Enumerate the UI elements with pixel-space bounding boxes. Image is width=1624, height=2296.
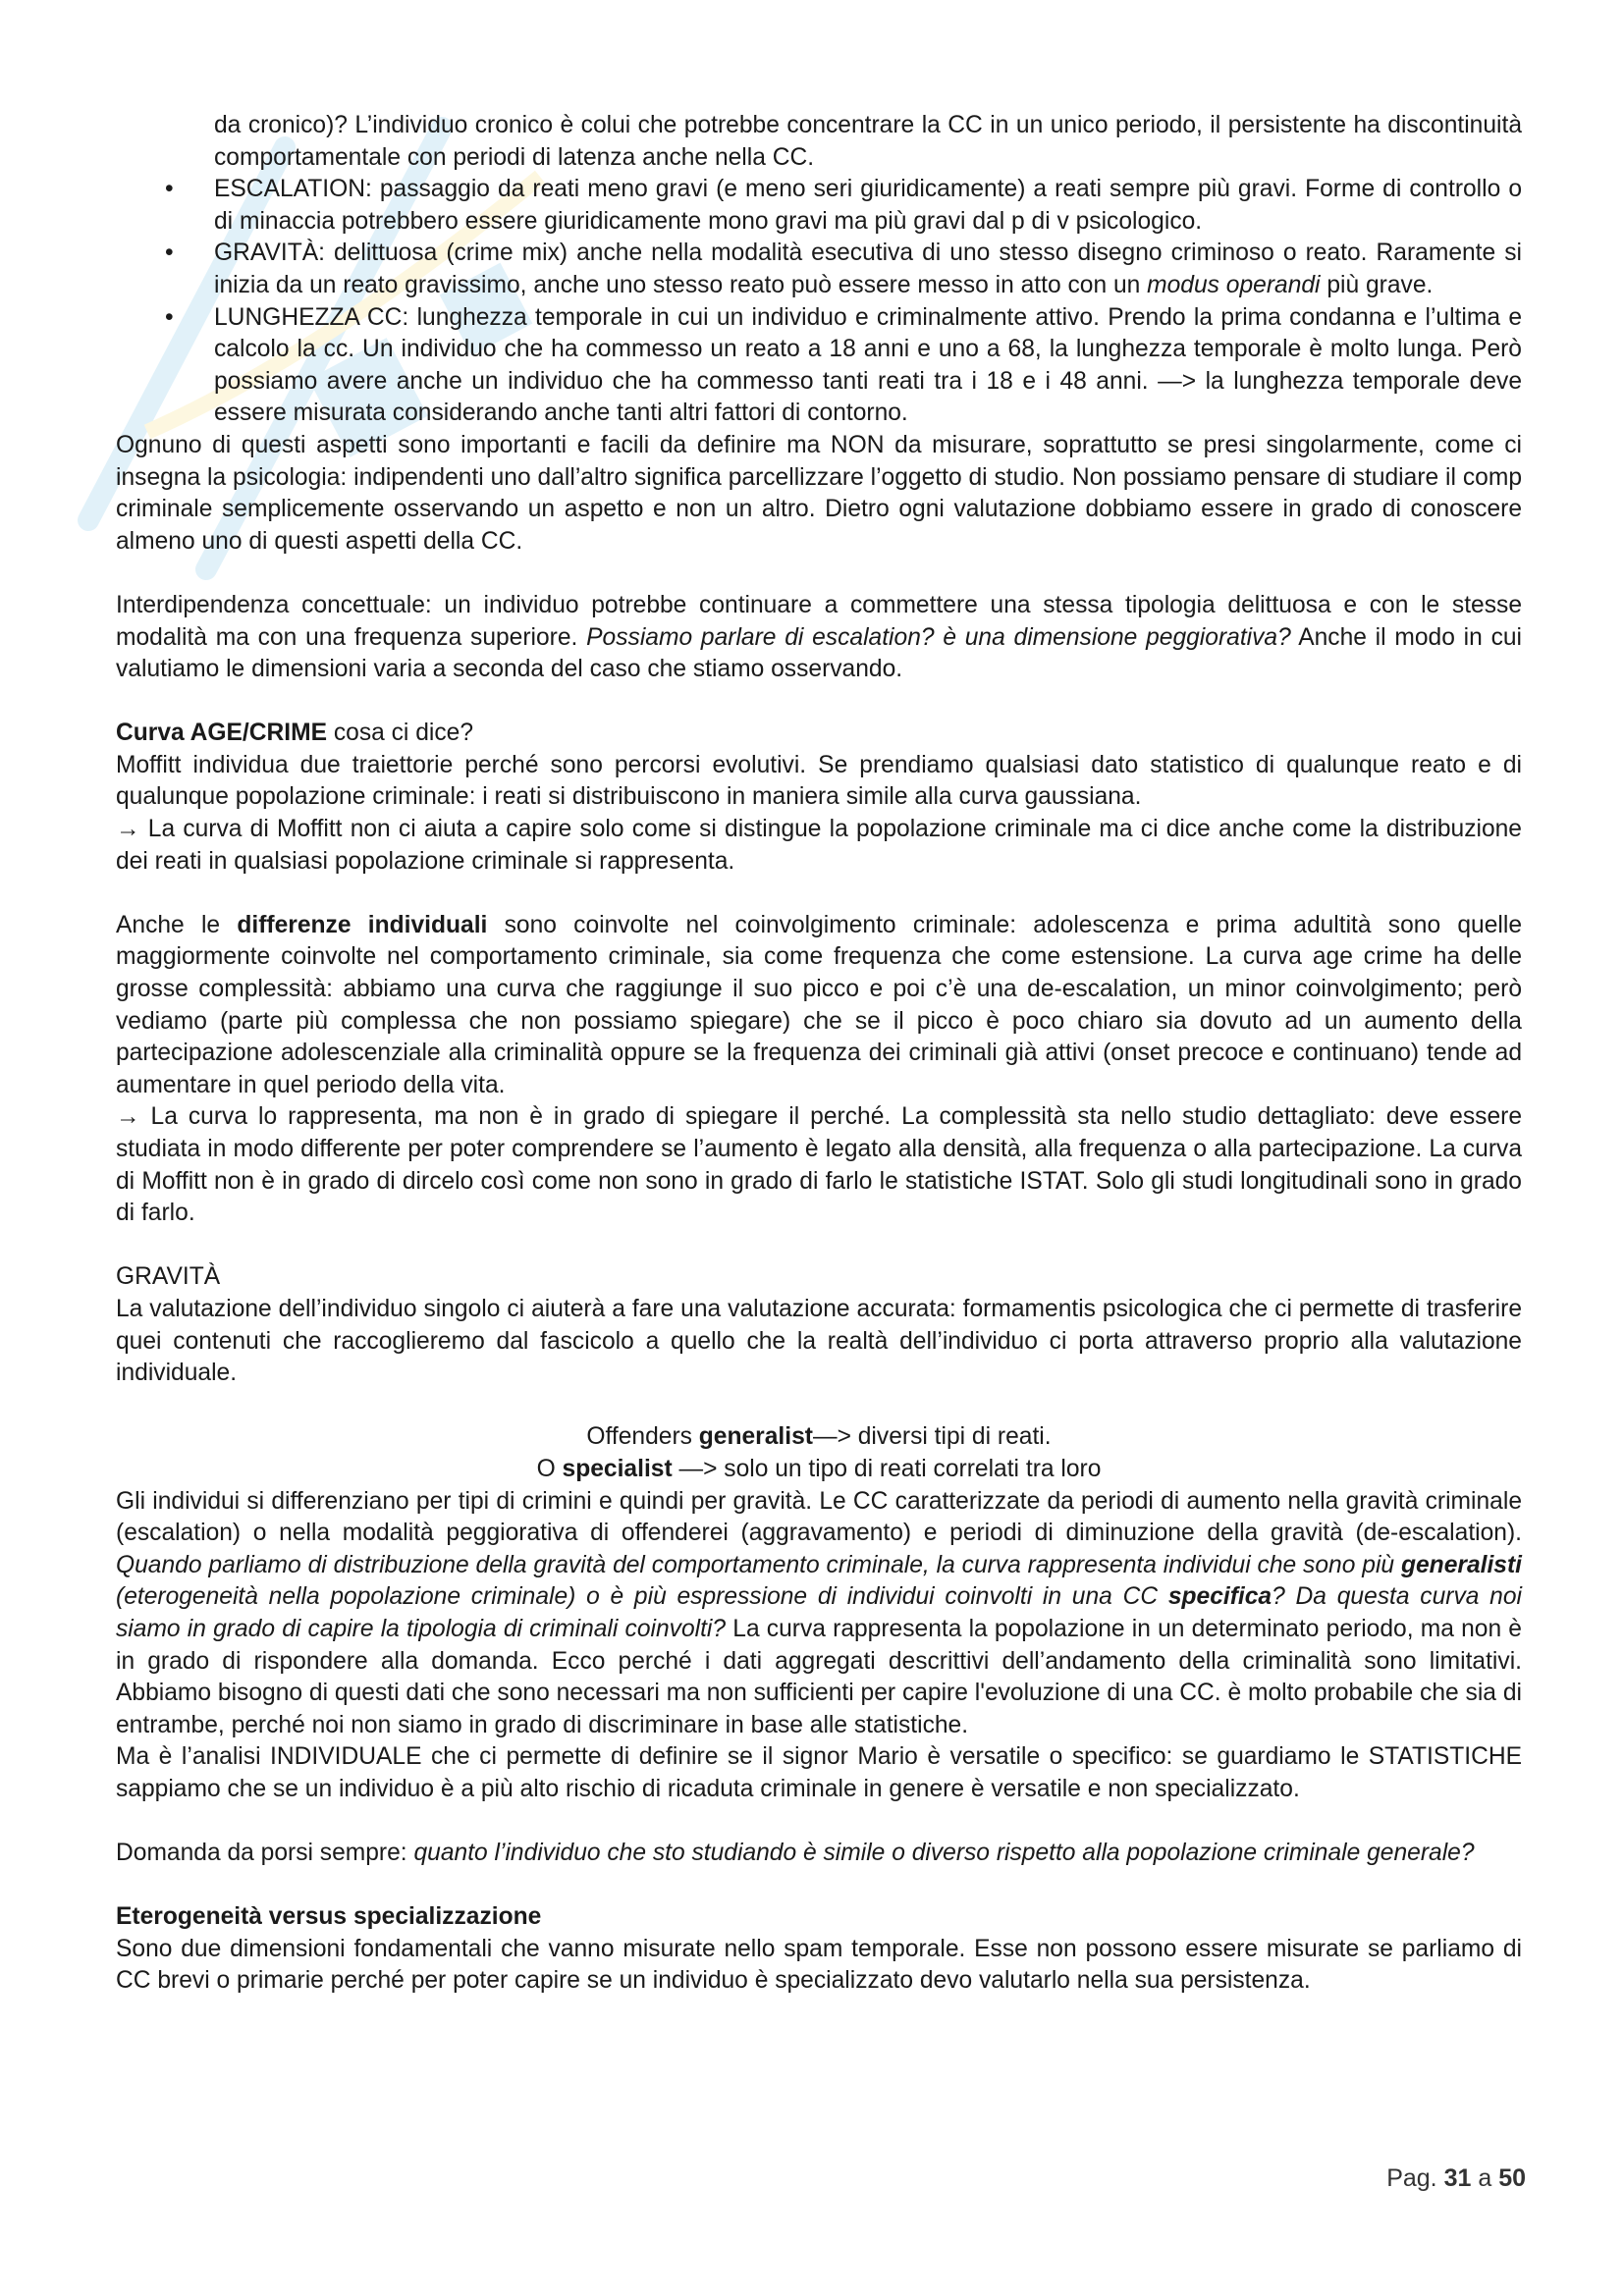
- paragraph-differenze-individuali: Anche le differenze individuali sono coinvolte nel coinvolgimento criminale: adolescenza e prima adultità sono quelle maggiormente coinvolte nel comportamento criminale, sia come frequenza che come estensione. La curva age crime ha delle grosse complessità: abbiamo una curva che raggiunge il suo picco e poi c’è una de-escalation, un minor coinvolgimento; però vediamo (parte più complessa che non possiamo spiegare) che se il picco è poco chiaro sia dovuto ad un aumento della partecipazione adolescenziale alla criminalità oppure se la frequenza dei criminali già attivi (onset precoce e continuano) tende ad aumentare in quel periodo della vita.: [116, 911, 1523, 1098]
- centered-specialist: O specialist —> solo un tipo di reati correlati tra loro: [536, 1455, 1102, 1482]
- heading-eterogeneita: Eterogeneità versus specializzazione: [116, 1903, 542, 1931]
- bullet-gravita: • GRAVITÀ: delittuosa (crime mix) anche nella modalità esecutiva di uno stesso disegno criminoso o reato. Raramente si inizia da un reato gravissimo, anche uno stesso reato può essere messo in atto con un modus operandi più grave.: [116, 238, 1522, 301]
- paragraph-curva-rappresenta: → La curva lo rappresenta, ma non è in grado di spiegare il perché. La complessità sta nello studio dettagliato: deve essere studiata in modo differente per poter comprendere se l’aumento è legato alla densità, alla frequenza o alla partecipazione. La curva di Moffitt non è in grado di dircelo così come non sono in grado di farlo le statistiche ISTAT. Solo gli studi longitudinali sono in grado di farlo.: [116, 1103, 1522, 1227]
- paragraph-individui: Gli individui si differenziano per tipi di crimini e quindi per gravità. Le CC caratterizzate da periodi di aumento nella gravità criminale (escalation) o nella modalità peggiorativa di offenderei (aggravamento) e periodi di diminuzione della gravità (de-escalation). Quando parliamo di distribuzione della gravità del comportamento criminale, la curva rappresenta individui che sono più generalisti (eterogeneità nella popolazione criminale) o è più espressione di individui coinvolti in una CC specifica? Da questa curva noi siamo in grado di capire la tipologia di criminali coinvolti? La curva rappresenta la popolazione in un determinato periodo, ma non è in grado di rispondere alla domanda. Ecco perché i dati aggregati descrittivi dell’andamento della criminalità sono limitativi. Abbiamo bisogno di questi dati che sono necessari ma non sufficienti per capire l'evoluzione di una CC. è molto probabile che sia di entrambe, perché noi non siamo in grado di discriminare in base alle statistiche.: [116, 1487, 1523, 1738]
- paragraph-valutazione: La valutazione dell’individuo singolo ci aiuterà a fare una valutazione accurata: formamentis psicologica che ci permette di trasferire quei contenuti che raccoglieremo dal fascicolo a quello che la realtà dell’individuo ci porta attraverso proprio alla valutazione individuale.: [116, 1295, 1522, 1387]
- paragraph-ognuno: Ognuno di questi aspetti sono importanti e facili da definire ma NON da misurare, soprattutto se presi singolarmente, come ci insegna la psicologia: indipendenti uno dall’altro significa parcellizzare l’oggetto di studio. Non possiamo pensare di studiare il comp criminale semplicemente osservando un aspetto e non un altro. Dietro ogni valutazione dobbiamo essere in grado di conoscere almeno uno di questi aspetti della CC.: [116, 431, 1522, 555]
- bullet-lunghezza: • LUNGHEZZA CC: lunghezza temporale in cui un individuo e criminalmente attivo. Prendo la prima condanna e l’ultima e calcolo la cc. Un individuo che ha commesso un reato a 18 anni e uno a 68, la lunghezza temporale è molto lunga. Però possiamo avere anche un individuo che ha commesso tanti reati tra i 18 e i 48 anni. —> la lunghezza temporale deve essere misurata considerando anche tanti altri fattori di contorno.: [116, 302, 1522, 430]
- paragraph-mario: Ma è l’analisi INDIVIDUALE che ci permette di definire se il signor Mario è versatile o specifico: se guardiamo le STATISTICHE sappiamo che se un individuo è a più alto rischio di ricaduta criminale in genere è versatile e non specializzato.: [116, 1743, 1522, 1802]
- page-number: Pag. 31 a 50: [1386, 2164, 1526, 2192]
- bullet-list: [116, 174, 1522, 430]
- bullet-escalation: • ESCALATION: passaggio da reati meno gravi (e meno seri giuridicamente) a reati sempre più gravi. Forme di controllo o di minaccia potrebbero essere giuridicamente mono gravi ma più gravi dal p di v psicologico.: [116, 174, 1522, 238]
- paragraph-intro: da cronico)? L’individuo cronico è colui che potrebbe concentrare la CC in un unico periodo, il persistente ha discontinuità comportamentale con periodi di latenza anche nella CC.: [214, 112, 1522, 171]
- paragraph-interdipendenza: Interdipendenza concettuale: un individuo potrebbe continuare a commettere una stessa tipologia delittuosa e con le stesse modalità ma con una frequenza superiore. Possiamo parlare di escalation? è una dimensione peggiorativa? Anche il modo in cui valutiamo le dimensioni varia a seconda del caso che stiamo osservando.: [116, 591, 1523, 683]
- paragraph-moffitt: Moffitt individua due traiettorie perché sono percorsi evolutivi. Se prendiamo qualsiasi dato statistico di qualunque reato e di qualunque popolazione criminale: i reati si distribuiscono in maniera simile alla curva gaussiana.: [116, 751, 1522, 811]
- heading-gravita: GRAVITÀ: [116, 1263, 221, 1291]
- paragraph-dimensioni: Sono due dimensioni fondamentali che vanno misurate nello spam temporale. Esse non possono essere misurate se parliamo di CC brevi o primarie perché per poter capire se un individuo è specializzato devo valutarlo nella sua persistenza.: [116, 1935, 1522, 1995]
- heading-curva-age-crime: Curva AGE/CRIME cosa ci dice?: [116, 720, 474, 747]
- paragraph-moffitt-arrow: → La curva di Moffitt non ci aiuta a capire solo come si distingue la popolazione criminale ma ci dice anche come la distribuzione dei reati in qualsiasi popolazione criminale si rappresenta.: [116, 816, 1522, 875]
- paragraph-domanda: Domanda da porsi sempre: quanto l’individuo che sto studiando è simile o diverso rispetto alla popolazione criminale generale?: [116, 1840, 1475, 1867]
- centered-generalist: Offenders generalist—> diversi tipi di reati.: [586, 1423, 1052, 1451]
- document-body: [116, 110, 1522, 1998]
